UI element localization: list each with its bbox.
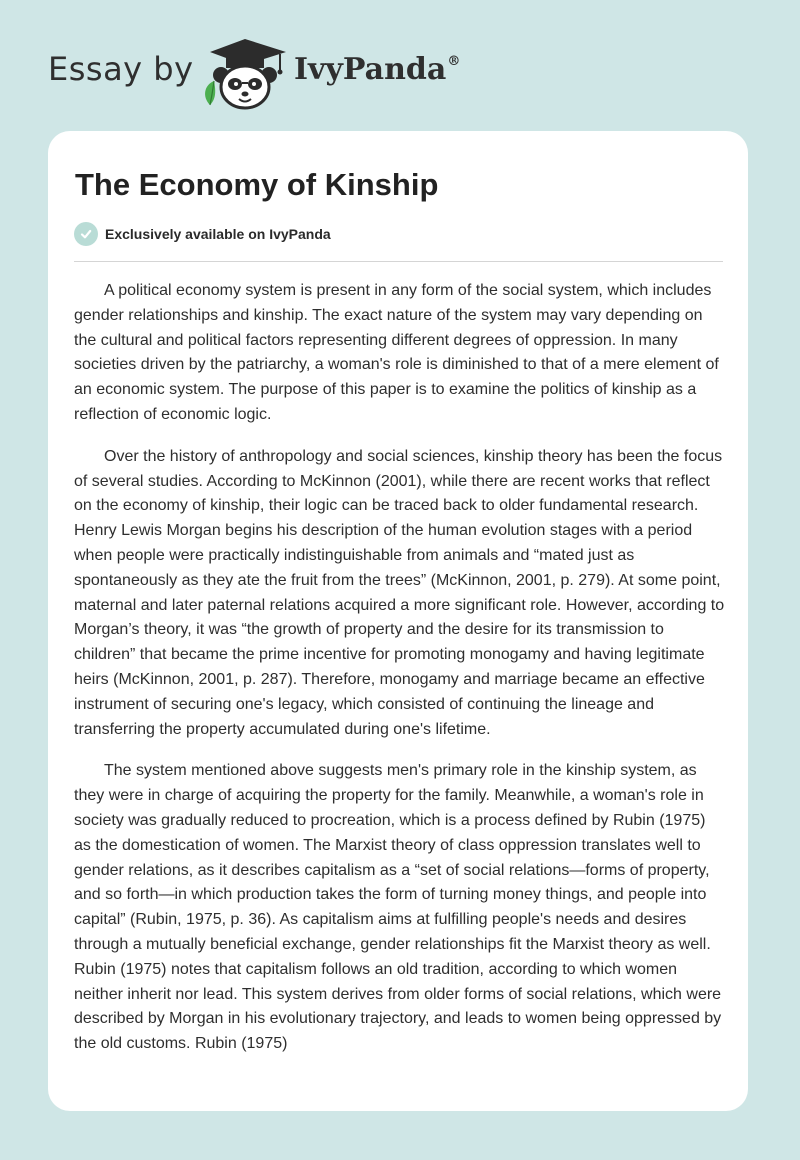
paragraph: Over the history of anthropology and social sciences, kinship theory has been the focus of several studies. According to McKinnon (2001), while there are recent works that reflect on the economy of kinship, their logic can be traced back to older fundamental research. Henry Lewis Morgan begins his description of the human evolution stages with a period when people were practically indistinguishable from animals and “mated just as spontaneously as they ate the fruit from the trees” (McKinnon, 2001, p. 279). At some point, maternal and later paternal relations acquired a more significant role. However, according to Morgan’s theory, it was “the growth of property and the desire for its transmission to children” that became the prime incentive for promoting monogamy and having legitimate heirs (McKinnon, 2001, p. 287). Therefore, monogamy and marriage became an effective instrument of securing one's legacy, which consisted of continuing the lineage and transferring the property accumulated during one's lifetime.: [74, 447, 725, 738]
paragraph: A political economy system is present in any form of the social system, which includes gender relationships and kinship. The exact nature of the system may vary depending on the cultural and political factors representing different degrees of oppression. In many societies driven by the patriarchy, a woman's role is diminished to that of a mere element of an economic system. The purpose of this paper is to examine the politics of kinship as a reflection of economic logic.: [74, 282, 719, 423]
essay-by-label: Essay by: [48, 50, 194, 88]
exclusive-badge-label: Exclusively available on IvyPanda: [105, 226, 331, 242]
panda-graduation-cap-icon[interactable]: [198, 35, 292, 111]
brand-name[interactable]: IvyPanda®: [294, 52, 461, 87]
site-header: [0, 0, 800, 130]
essay-body: [74, 279, 726, 1074]
divider: [74, 261, 723, 262]
check-icon: [74, 222, 98, 246]
exclusive-badge: [74, 222, 331, 246]
essay-card: [48, 131, 748, 1111]
paragraph: The system mentioned above suggests men's primary role in the kinship system, as they were in charge of acquiring the property for the family. Meanwhile, a woman's role in society was gradually reduced to procreation, which is a process defined by Rubin (1975) as the domestication of women. The Marxist theory of class oppression translates well to gender relations, as it describes capitalism as a “set of social relations—forms of property, and so forth—in which production takes the form of turning money things, and people into capital” (Rubin, 1975, p. 36). As capitalism aims at fulfilling people's needs and desires through a mutually beneficial exchange, gender relationships fit the Marxist theory as well. Rubin (1975) notes that capitalism follows an old tradition, according to which women neither inherit nor lead. This system derives from older forms of social relations, which were described by Morgan in his evolutionary trajectory, and leads to women being oppressed by the old customs. Rubin (1975): [74, 762, 722, 1053]
page-title: The Economy of Kinship: [75, 167, 439, 202]
trademark-symbol: ®: [447, 54, 461, 69]
